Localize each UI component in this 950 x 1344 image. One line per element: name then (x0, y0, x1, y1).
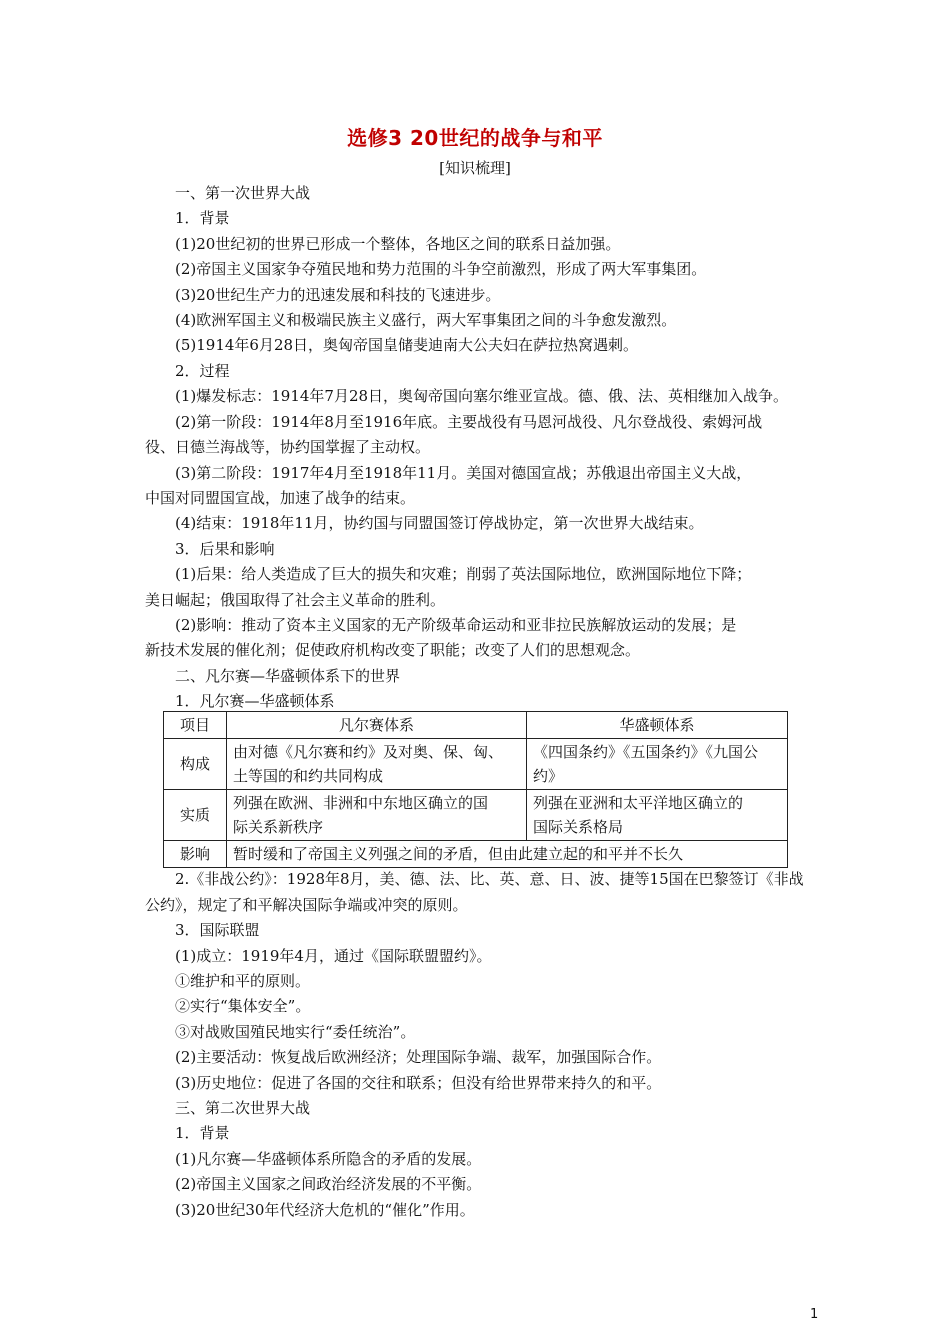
text-line: ①维护和平的原则。 (175, 972, 311, 990)
text-line: 中国对同盟国宣战，加速了战争的结束。 (145, 489, 416, 507)
text-line: (2)第一阶段：1914年8月至1916年底。主要战役有马恩河战役、凡尔登战役、索姆河战 (175, 413, 763, 431)
row-label-composition: 构成 (164, 739, 227, 790)
page-number: 1 (810, 1307, 819, 1322)
cell-text-line: 土等国的和约共同构成 (233, 767, 384, 785)
cell-text-line: 际关系新秩序 (233, 818, 324, 836)
table-header-row (164, 712, 788, 739)
cell-text-line: 国际关系格局 (533, 818, 624, 836)
row-label-essence: 实质 (164, 790, 227, 841)
table-header-cell: 华盛顿体系 (527, 712, 788, 739)
text-line: (1)成立：1919年4月，通过《国际联盟盟约》。 (175, 947, 492, 965)
text-line: (2)影响：推动了资本主义国家的无产阶级革命运动和亚非拉民族解放运动的发展；是 (175, 616, 737, 634)
table-row (164, 841, 788, 868)
subheading-league: 3．国际联盟 (175, 921, 260, 939)
cell-text-line: 《四国条约》《五国条约》《九国公 (533, 743, 759, 761)
text-line: (2)帝国主义国家之间政治经济发展的不平衡。 (175, 1175, 482, 1193)
system-comparison-table (163, 711, 788, 868)
cell-text-line: 列强在亚洲和太平洋地区确立的 (533, 794, 744, 812)
table-cell (227, 739, 527, 790)
text-line: ③对战败国殖民地实行“委任统治”。 (175, 1023, 416, 1041)
text-line: 2.《非战公约》：1928年8月，美、德、法、比、英、意、日、波、捷等15国在巴黎签订《非战 (175, 870, 804, 888)
text-line: (3)20世纪30年代经济大危机的“催化”作用。 (175, 1201, 475, 1219)
text-line: (1)凡尔赛—华盛顿体系所隐含的矛盾的发展。 (175, 1150, 482, 1168)
text-line: 新技术发展的催化剂；促使政府机构改变了职能；改变了人们的思想观念。 (145, 641, 641, 659)
heading-ww2: 三、第二次世界大战 (175, 1099, 311, 1117)
text-line: (2)帝国主义国家争夺殖民地和势力范围的斗争空前激烈，形成了两大军事集团。 (175, 260, 707, 278)
table-cell: 暂时缓和了帝国主义列强之间的矛盾，但由此建立起的和平并不长久 (227, 841, 788, 868)
heading-versailles-washington: 二、凡尔赛—华盛顿体系下的世界 (175, 667, 401, 685)
table-cell (227, 790, 527, 841)
table-row (164, 790, 788, 841)
text-line: (3)第二阶段：1917年4月至1918年11月。美国对德国宣战；苏俄退出帝国主义大战， (175, 464, 752, 482)
section-subtitle: [知识梳理] (439, 159, 511, 177)
text-line: (3)20世纪生产力的迅速发展和科技的飞速进步。 (175, 286, 501, 304)
text-line: 美日崛起；俄国取得了社会主义革命的胜利。 (145, 591, 446, 609)
subheading-background: 1．背景 (175, 1124, 230, 1142)
page-title: 选修3 20世纪的战争与和平 (347, 126, 603, 150)
text-line: (3)历史地位：促进了各国的交往和联系；但没有给世界带来持久的和平。 (175, 1074, 662, 1092)
row-label-impact: 影响 (164, 841, 227, 868)
table-header-cell: 凡尔赛体系 (227, 712, 527, 739)
text-line: (1)20世纪初的世界已形成一个整体，各地区之间的联系日益加强。 (175, 235, 621, 253)
cell-text-line: 约》 (533, 767, 564, 785)
subheading-process: 2．过程 (175, 362, 230, 380)
heading-ww1: 一、第一次世界大战 (175, 184, 311, 202)
cell-text-line: 列强在欧洲、非洲和中东地区确立的国 (233, 794, 489, 812)
table-cell (527, 790, 788, 841)
text-line: (1)后果：给人类造成了巨大的损失和灾难；削弱了英法国际地位，欧洲国际地位下降； (175, 565, 752, 583)
subheading-system: 1．凡尔赛—华盛顿体系 (175, 692, 335, 710)
text-line: (5)1914年6月28日，奥匈帝国皇储斐迪南大公夫妇在萨拉热窝遇刺。 (175, 336, 639, 354)
cell-text-line: 由对德《凡尔赛和约》及对奥、保、匈、 (233, 743, 504, 761)
table-row (164, 739, 788, 790)
table-header-cell: 项目 (164, 712, 227, 739)
text-line: (4)结束：1918年11月，协约国与同盟国签订停战协定，第一次世界大战结束。 (175, 514, 704, 532)
subheading-consequences: 3．后果和影响 (175, 540, 275, 558)
table-cell (527, 739, 788, 790)
text-line: 公约》，规定了和平解决国际争端或冲突的原则。 (145, 896, 468, 914)
subheading-background: 1．背景 (175, 209, 230, 227)
text-line: (2)主要活动：恢复战后欧洲经济；处理国际争端、裁军，加强国际合作。 (175, 1048, 662, 1066)
text-line: ②实行“集体安全”。 (175, 997, 311, 1015)
text-line: 役、日德兰海战等，协约国掌握了主动权。 (145, 438, 431, 456)
text-line: (1)爆发标志：1914年7月28日，奥匈帝国向塞尔维亚宣战。德、俄、法、英相继加入战争。 (175, 387, 789, 405)
text-line: (4)欧洲军国主义和极端民族主义盛行，两大军事集团之间的斗争愈发激烈。 (175, 311, 677, 329)
